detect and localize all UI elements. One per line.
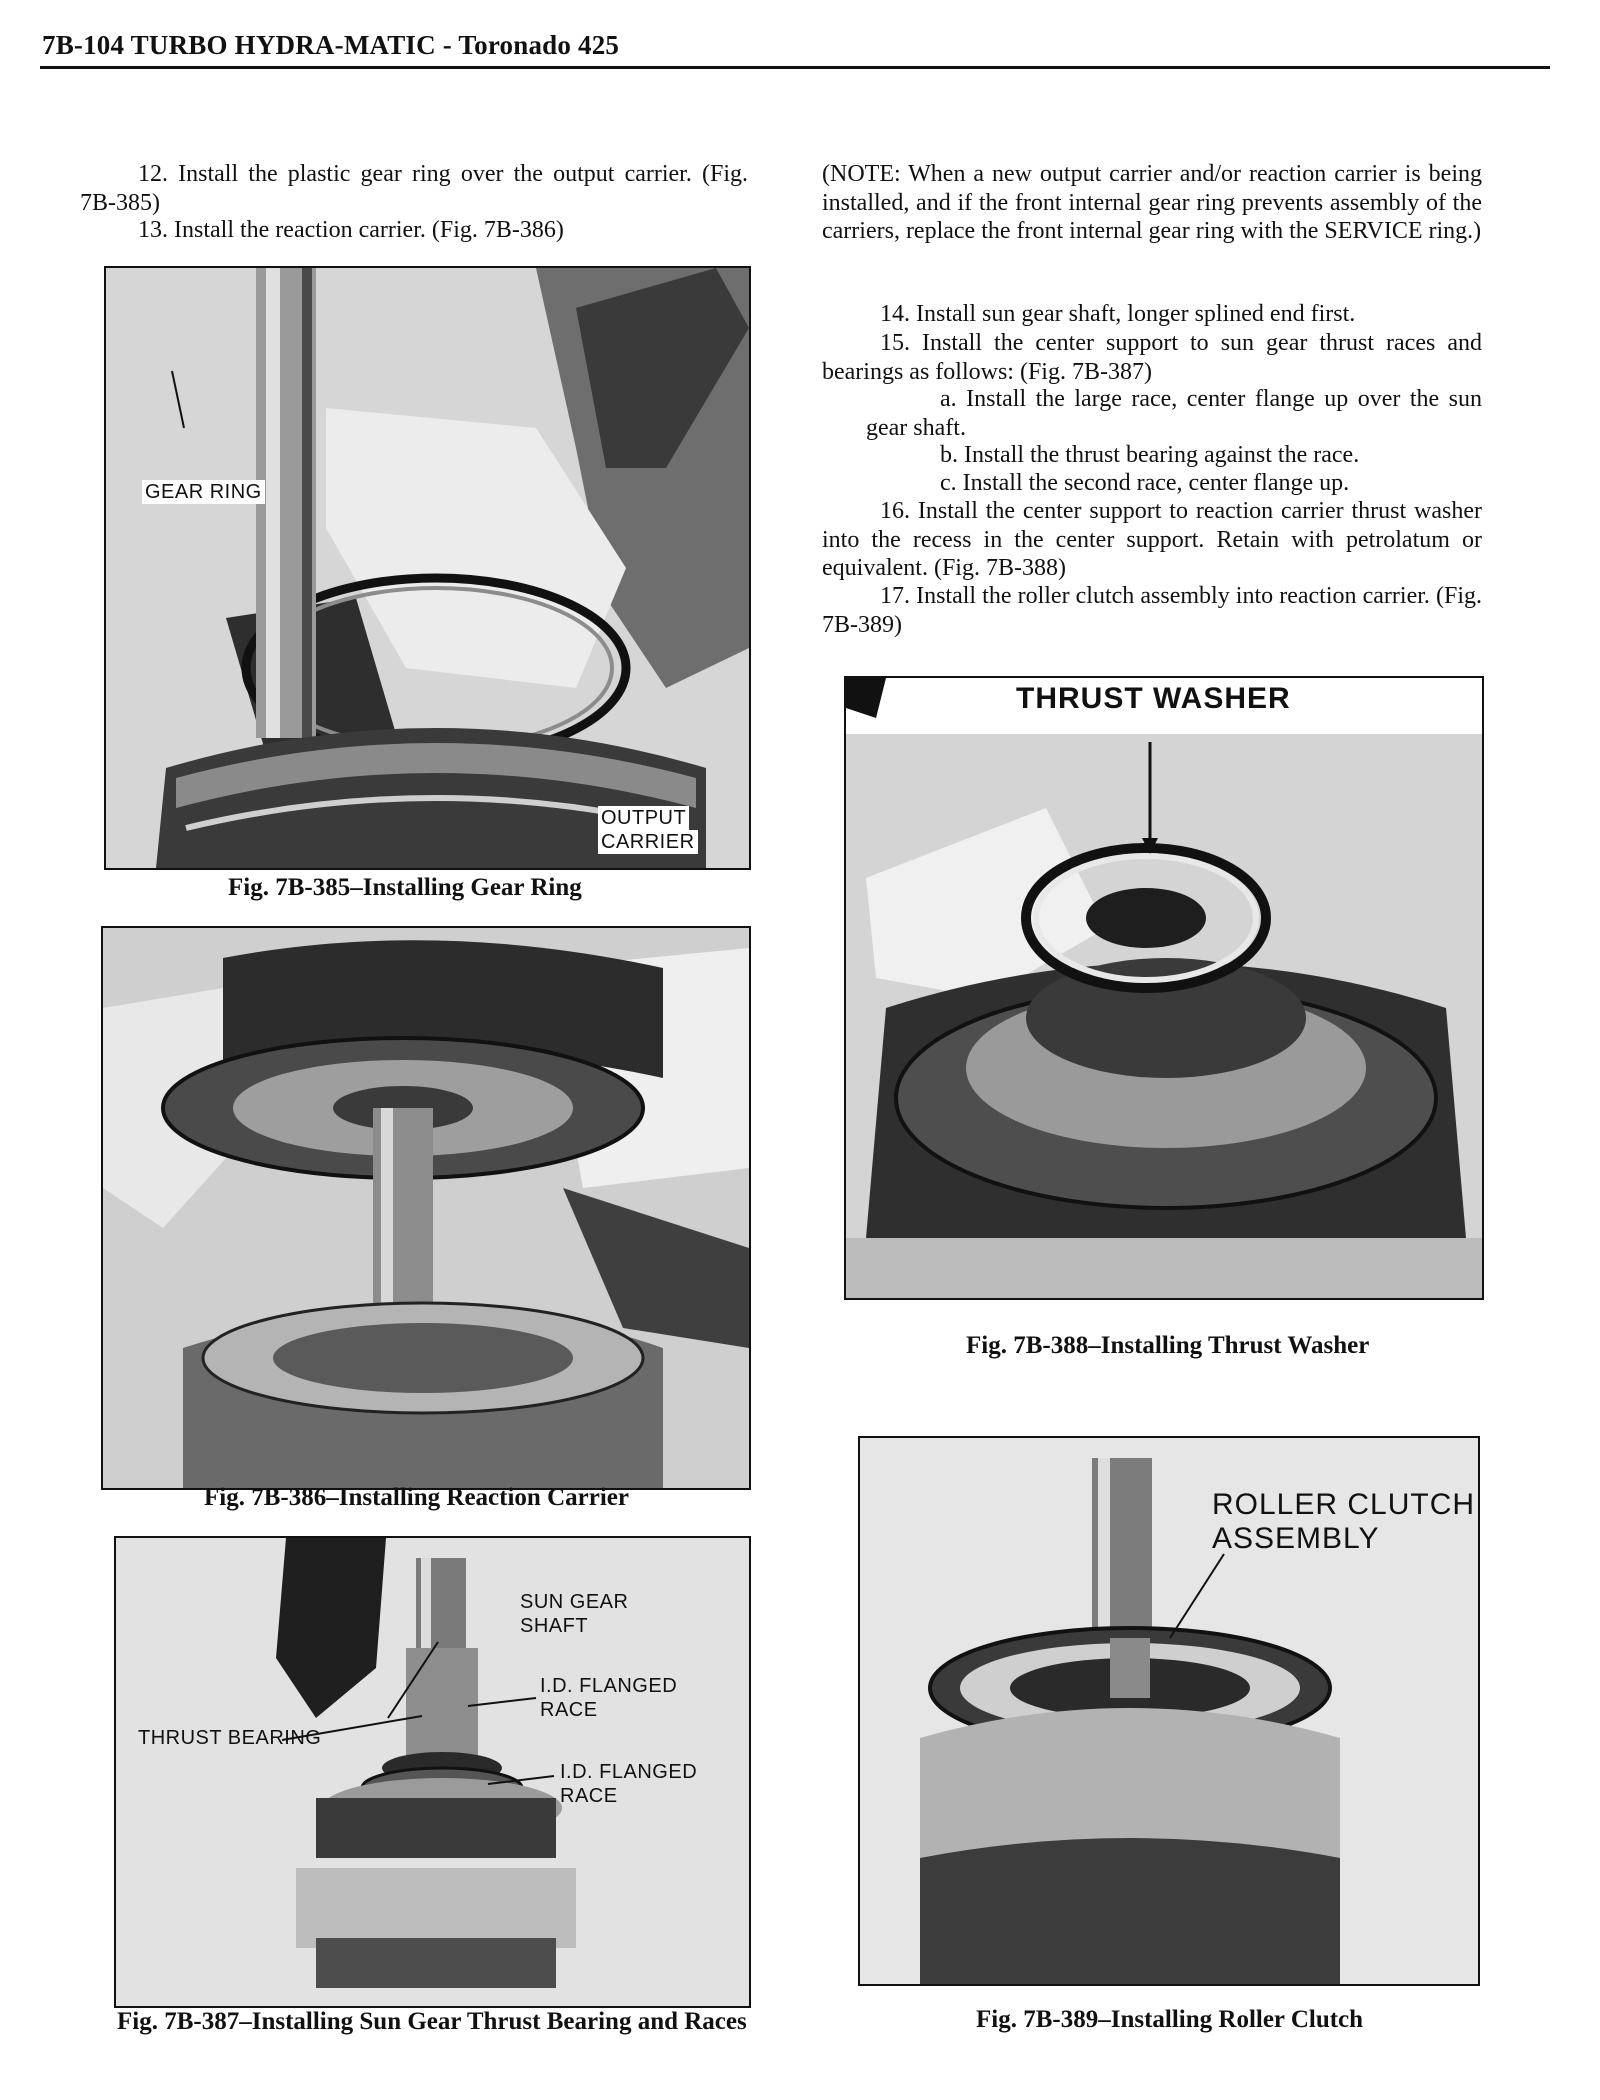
step-15b: b. Install the thrust bearing against the race.	[940, 442, 1360, 468]
label-output: OUTPUT	[598, 806, 689, 830]
step-12: 12. Install the plastic gear ring over the output carrier. (Fig. 7B-385)	[80, 161, 748, 216]
photo-reaction-carrier	[103, 928, 749, 1488]
label-id-flanged-race-2: I.D. FLANGED	[560, 1761, 698, 1783]
step-13: 13. Install the reaction carrier. (Fig. 7B-386)	[138, 217, 564, 243]
note-service-ring: (NOTE: When a new output carrier and/or reaction carrier is being installed, and if the front internal gear ring prevents assembly of the carriers, replace the front internal gear ring with the SERVICE ring.)	[822, 161, 1482, 244]
caption-7b-386: Fig. 7B-386–Installing Reaction Carrier	[204, 1484, 629, 1511]
photo-thrust-washer	[846, 678, 1482, 1298]
photo-gear-ring	[106, 268, 749, 868]
step-15c: c. Install the second race, center flange up.	[940, 470, 1350, 496]
label-race-2: RACE	[560, 1785, 618, 1807]
label-sun-gear: SUN GEAR	[520, 1591, 629, 1613]
page-header-title: 7B-104 TURBO HYDRA-MATIC - Toronado 425	[42, 30, 620, 60]
caption-7b-387: Fig. 7B-387–Installing Sun Gear Thrust Bearing and Races	[117, 2008, 747, 2035]
page-header	[40, 30, 1550, 70]
label-race-1: RACE	[540, 1699, 598, 1721]
header-rule	[40, 66, 1550, 69]
label-roller-clutch: ROLLER CLUTCH	[1212, 1488, 1476, 1521]
step-15: 15. Install the center support to sun gear thrust races and bearings as follows: (Fig. 7B-387)	[822, 330, 1482, 385]
label-gear-ring: GEAR RING	[142, 480, 265, 504]
figure-7b-386	[101, 926, 751, 1490]
label-thrust-bearing: THRUST BEARING	[138, 1727, 322, 1749]
caption-7b-388: Fig. 7B-388–Installing Thrust Washer	[966, 1332, 1370, 1359]
figure-7b-389	[858, 1436, 1480, 1986]
figure-7b-387	[114, 1536, 751, 2008]
caption-7b-385: Fig. 7B-385–Installing Gear Ring	[228, 874, 582, 901]
step-16: 16. Install the center support to reaction carrier thrust washer into the recess in the center support. Retain with petrolatum or equivalent. (Fig. 7B-388)	[822, 498, 1482, 581]
step-14: 14. Install sun gear shaft, longer splined end first.	[880, 301, 1356, 327]
caption-7b-389: Fig. 7B-389–Installing Roller Clutch	[976, 2006, 1364, 2033]
label-assembly: ASSEMBLY	[1212, 1522, 1380, 1555]
step-15a: a. Install the large race, center flange up over the sun gear shaft.	[866, 386, 1482, 441]
label-carrier: CARRIER	[598, 830, 698, 854]
figure-7b-385	[104, 266, 751, 870]
label-id-flanged-race-1: I.D. FLANGED	[540, 1675, 678, 1697]
figure-7b-388	[844, 676, 1484, 1300]
step-17: 17. Install the roller clutch assembly into reaction carrier. (Fig. 7B-389)	[822, 583, 1482, 638]
label-shaft: SHAFT	[520, 1615, 589, 1637]
label-thrust-washer: THRUST WASHER	[1016, 682, 1291, 715]
